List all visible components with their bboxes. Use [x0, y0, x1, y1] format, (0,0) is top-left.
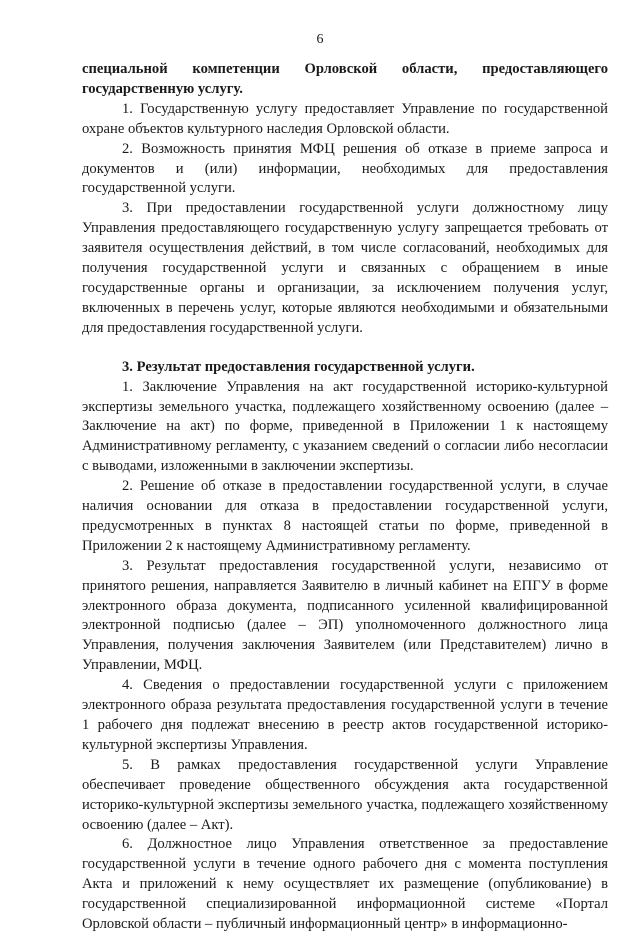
document-body: [82, 60, 608, 935]
paragraph-3-5: 5. В рамках предоставления государственной услуги Управление обеспечивает проведение общественного обсуждения акта государственной историко-культурной экспертизы земельного участка, подлежащего хозяйственному освоению (далее – Акт).: [82, 756, 608, 833]
paragraph-2-1: 1. Государственную услугу предоставляет Управление по государственной охране объектов культурного наследия Орловской области.: [82, 100, 608, 137]
paragraph-3-6: 6. Должностное лицо Управления ответственное за предоставление государственной услуги в течение одного рабочего дня с момента поступления Акта и приложений к нему осуществляет их размещение (опубликование) в государственной специализированной информационной системе «Портал Орловской области – публичный информационный центр» в информационно-: [82, 836, 608, 933]
paragraph-2-2: 2. Возможность принятия МФЦ решения об отказе в приеме запроса и документов и (или) информации, необходимых для предоставления государственной услуги.: [82, 140, 608, 197]
intro-heading: специальной компетенции Орловской области, предоставляющего государственную услугу.: [82, 61, 608, 97]
paragraph-3-4: 4. Сведения о предоставлении государственной услуги с приложением электронного образа результата предоставления государственной услуги в течение 1 рабочего дня подлежат внесению в реестр актов государственной историко-культурной экспертизы Управления.: [82, 677, 608, 753]
paragraph-3-1: 1. Заключение Управления на акт государственной историко-культурной экспертизы земельного участка, подлежащего хозяйственному освоению (далее – Заключение на акт) по форме, приведенной в Приложении 1 к настоящему Административному регламенту, с указанием сведений о согласии либо несогласии с выводами, изложенными в заключении экспертизы.: [82, 378, 608, 475]
page-number: 6: [316, 32, 324, 47]
paragraph-3-2: 2. Решение об отказе в предоставлении государственной услуги, в случае наличия основании для отказа в предоставлении государственной услуги, предусмотренных в пунктах 8 настоящей статьи по форме, приведенной в Приложении 2 к настоящему Административному регламенту.: [82, 478, 608, 554]
paragraph-3-3: 3. Результат предоставления государственной услуги, независимо от принятого решения, направляется Заявителю в личный кабинет на ЕПГУ в форме электронного образа документа, подписанного усиленной квалифицированной электронной подписью (далее – ЭП) уполномоченного должностного лица Управления, получения заключения Заявителем (или Представителем) лично в Управлении, МФЦ.: [82, 557, 608, 674]
paragraph-2-3: 3. При предоставлении государственной услуги должностному лицу Управления предоставляющего государственную услугу запрещается требовать от заявителя осуществления действий, в том числе согласований, необходимых для получения государственной услуги и связанных с обращением в иные государственные органы и организации, за исключением получения услуг, включенных в перечень услуг, которые являются необходимыми и обязательными для предоставления государственной услуги.: [82, 200, 608, 336]
section-3-title: 3. Результат предоставления государственной услуги.: [122, 358, 475, 375]
